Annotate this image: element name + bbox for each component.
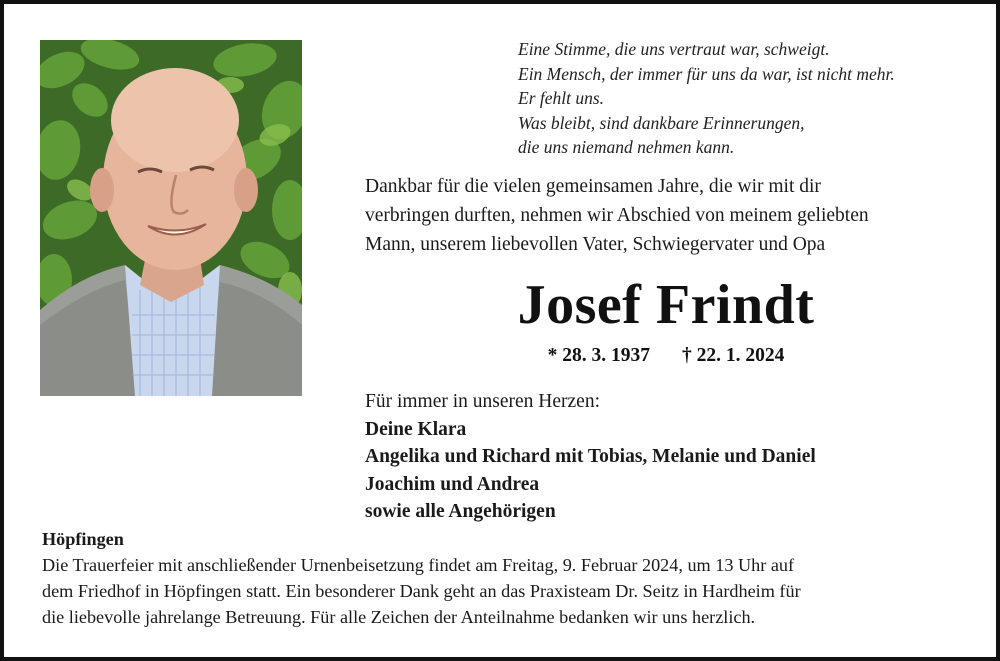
poem-line: Eine Stimme, die uns vertraut war, schweigt. — [518, 39, 830, 59]
death-date: † 22. 1. 2024 — [682, 345, 785, 366]
mourner-name: Joachim und Andrea — [365, 473, 540, 495]
ceremony-line: Die Trauerfeier mit anschließender Urnenbeisetzung findet am Freitag, 9. Februar 2024, um 13 Uhr auf — [42, 555, 795, 575]
intro-line: Mann, unserem liebevollen Vater, Schwiegervater und Opa — [365, 234, 826, 255]
mourner-name: Deine Klara — [365, 418, 467, 440]
memorial-poem — [518, 37, 988, 160]
ceremony-details — [42, 526, 972, 630]
portrait-image — [40, 40, 302, 396]
mourners-lead: Für immer in unseren Herzen: — [365, 391, 601, 412]
portrait-photo — [40, 40, 302, 396]
poem-line: Ein Mensch, der immer für uns da war, ist nicht mehr. — [518, 63, 895, 84]
place-name: Höpfingen — [42, 529, 124, 549]
mourner-name: sowie alle Angehörigen — [365, 501, 556, 523]
poem-line: die uns niemand nehmen kann. — [518, 137, 735, 158]
intro-line: verbringen durften, nehmen wir Abschied von meinem geliebten — [365, 205, 869, 226]
poem-line: Was bleibt, sind dankbare Erinnerungen, — [518, 112, 805, 133]
deceased-name: Josef Frindt — [517, 274, 815, 336]
ceremony-line: die liebevolle jahrelange Betreuung. Für alle Zeichen der Anteilnahme bedanken wir uns herzlich. — [42, 607, 756, 627]
farewell-intro — [365, 172, 985, 259]
ceremony-line: dem Friedhof in Höpfingen statt. Ein besonderer Dank geht an das Praxisteam Dr. Seitz in Hardheim für — [42, 581, 801, 601]
life-dates — [366, 342, 966, 370]
birth-date: * 28. 3. 1937 — [547, 345, 650, 366]
mourners-block — [365, 388, 985, 526]
mourner-name: Angelika und Richard mit Tobias, Melanie und Daniel — [365, 446, 816, 468]
poem-line: Er fehlt uns. — [518, 88, 605, 109]
intro-line: Dankbar für die vielen gemeinsamen Jahre, die wir mit dir — [365, 176, 821, 197]
